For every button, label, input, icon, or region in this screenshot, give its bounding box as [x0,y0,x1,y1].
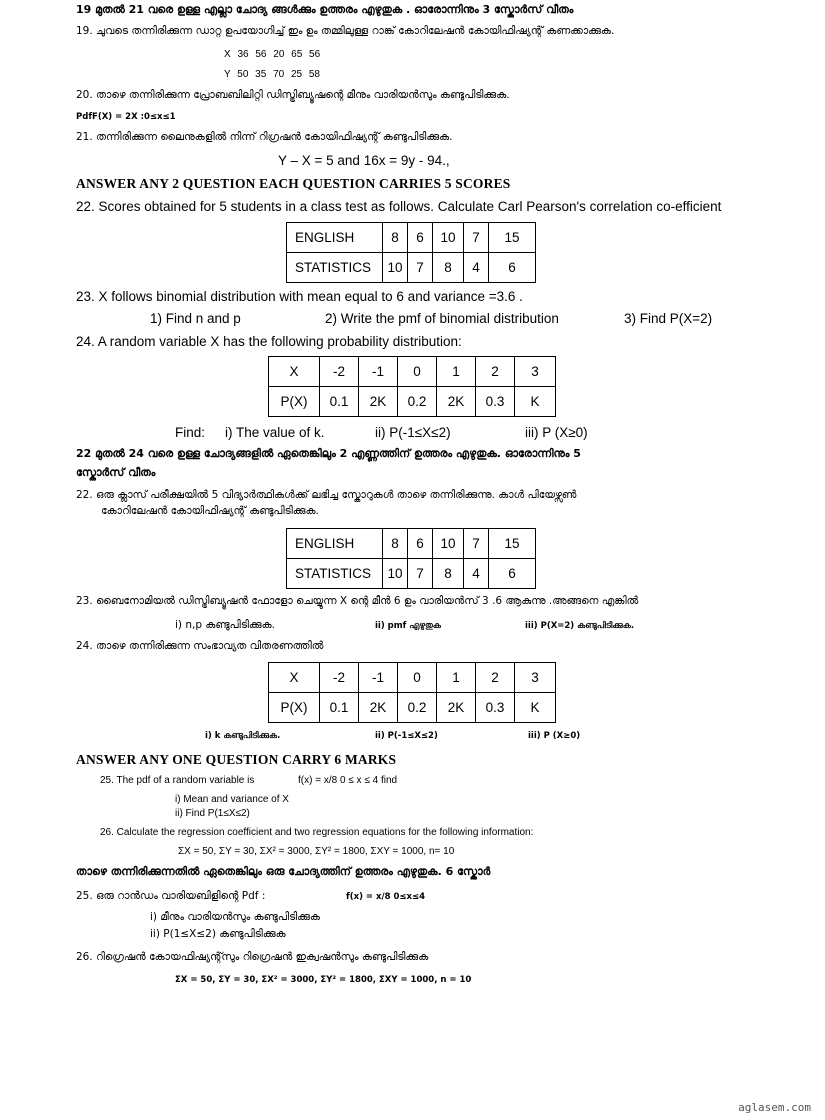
q24-find-label: Find: [175,425,206,440]
q22-scores-table [286,222,536,283]
section-header-6-scores-ml: താഴെ തന്നിരിക്കുന്നതിൽ ഏതെങ്കിലും ഒരു ചോദ്യത്തിന് ഉത്തരം എഴുതുക. 6 സ്കോർ [76,865,491,878]
q25-ml-part-i: i) മീനും വാരിയൻസും കണ്ടുപിടിക്കുക [150,911,320,923]
q23-part-2: 2) Write the pmf of binomial distribution [325,311,559,326]
table-row: STATISTICS 10 7 8 4 6 [287,253,536,283]
q23-part-3: 3) Find P(X=2) [624,311,713,326]
q23-part-1: 1) Find n and p [150,311,241,326]
section-header-5-scores-ml-line2: സ്കോർസ് വീതം [76,466,156,479]
question-25-ml: 25. ഒരു റാൻഡം വാരിയബിളിന്റെ Pdf : [76,890,266,902]
q24-ml-distribution-table [268,662,556,723]
question-20: 20. താഴെ തന്നിരിക്കുന്ന പ്രോബബിലിറ്റി ഡിസ്ട്രിബ്യൂഷന്റെ മീനും വാരിയൻസും കണ്ടുപിടിക്കുക. [76,89,510,101]
table-row: ENGLISH 8 6 10 7 15 [287,529,536,559]
q26-data: ΣX = 50, ΣY = 30, ΣX² = 3000, ΣY² = 1800, ΣXY = 1000, n= 10 [178,846,455,857]
section-header-5-scores: ANSWER ANY 2 QUESTION EACH QUESTION CARRIES 5 SCORES [76,176,511,191]
question-24-ml: 24. താഴെ തന്നിരിക്കുന്ന സംഭാവ്യത വിതരണത്തിൽ [76,640,324,652]
q26-ml-data: ΣX = 50, ΣY = 30, ΣX² = 3000, ΣY² = 1800, ΣXY = 1000, n = 10 [175,975,472,985]
q24-part-3: iii) P (X≥0) [525,425,588,440]
q24-part-1: i) The value of k. [225,425,325,440]
section-header-3-scores-ml: 19 മുതൽ 21 വരെ ഉള്ള എല്ലാ ചോദ്യ ങ്ങൾക്കും ഉത്തരം എഴുതുക . ഓരോന്നിനും 3 സ്കോർസ് വീതം [76,3,574,16]
q24-distribution-table [268,356,556,417]
q23-ml-part-2: ii) pmf എഴുതുക [375,621,441,631]
q22-ml-scores-table [286,528,536,589]
table-row: X -2 -1 0 1 2 3 [269,663,556,693]
question-19: 19. ചുവടെ തന്നിരിക്കുന്ന ഡാറ്റ ഉപയോഗിച്ച് ഇം ഉം തമ്മിലുള്ള റാങ്ക് കോറിലേഷൻ കോയിഫിഷ്യന്റ് കണക്കാക്കുക. [76,25,615,37]
question-23-ml: 23. ബൈനോമിയൽ ഡിസ്ട്രിബ്യൂഷൻ ഫോളോ ചെയ്യുന്ന X ന്റെ മീൻ 6 ഉം വാരിയൻസ് 3 .6 ആകുന്നു .അങ്ങനെ എങ്കിൽ [76,595,639,607]
question-25: 25. The pdf of a random variable is [100,775,255,786]
q24-part-2: ii) P(-1≤X≤2) [375,425,451,440]
q23-ml-part-3: iii) P(X=2) കണ്ടുപിടിക്കുക. [525,621,635,631]
q25-ml-fx: f(x) = x/8 0≤x≤4 [346,892,426,902]
q25-ml-part-ii: ii) P(1≤X≤2) കണ്ടുപിടിക്കുക [150,928,286,940]
q21-equations: Y – X = 5 and 16x = 9y - 94., [278,153,450,168]
table-row: ENGLISH 8 6 10 7 15 [287,223,536,253]
section-header-5-scores-ml: 22 മുതൽ 24 വരെ ഉള്ള ചോദ്യങ്ങളിൽ ഏതെങ്കിലും 2 എണ്ണത്തിന് ഉത്തരം എഴുതുക. ഓരോന്നിനും 5 [76,447,581,460]
table-row: P(X) 0.1 2K 0.2 2K 0.3 K [269,387,556,417]
question-24: 24. A random variable X has the following probability distribution: [76,334,462,349]
q24-ml-part-1: i) k കണ്ടുപിടിക്കുക. [205,731,281,741]
question-26-ml: 26. റിഗ്രെഷൻ കോയഫിഷ്യന്റ്സും റിഗ്രെഷൻ ഇക്വഷൻസും കണ്ടുപിടിക്കുക [76,951,429,963]
question-22-ml-line2: കോറിലേഷൻ കോയിഫിഷ്യന്റ് കണ്ടുപിടിക്കുക. [101,505,319,517]
table-row: P(X) 0.1 2K 0.2 2K 0.3 K [269,693,556,723]
q20-pdf: PdfF(X) = 2X :0≤x≤1 [76,112,176,122]
question-23: 23. X follows binomial distribution with mean equal to 6 and variance =3.6 . [76,289,523,304]
q19-y-values: Y 50 35 70 25 58 [224,69,320,80]
q23-ml-part-1: i) n,p കണ്ടുപിടിക്കുക. [175,619,276,631]
q25-fx: f(x) = x/8 0 ≤ x ≤ 4 find [298,775,398,786]
q25-part-i: i) Mean and variance of X [175,794,289,805]
q24-ml-part-3: iii) P (X≥0) [528,731,581,741]
question-22: 22. Scores obtained for 5 students in a class test as follows. Calculate Carl Pearson's correlation co-efficient [76,199,722,214]
question-22-ml: 22. ഒരു ക്ലാസ് പരീക്ഷയിൽ 5 വിദ്യാർത്ഥികൾക്ക് ലഭിച്ച സ്കോറുകൾ താഴെ തന്നിരിക്കുന്നു. കാൾ പിയേഴ്സൺ [76,489,577,501]
question-26: 26. Calculate the regression coefficient and two regression equations for the following information: [100,827,534,838]
table-row: X -2 -1 0 1 2 3 [269,357,556,387]
footer-watermark: aglasem.com [738,1101,811,1114]
q19-x-values: X 36 56 20 65 56 [224,49,321,60]
q25-part-ii: ii) Find P(1≤X≤2) [175,808,250,819]
q24-ml-part-2: ii) P(-1≤X≤2) [375,731,438,741]
table-row: STATISTICS 10 7 8 4 6 [287,559,536,589]
question-21: 21. തന്നിരിക്കുന്ന ലൈനുകളിൽ നിന്ന് റിഗ്രഷൻ കോയിഫിഷ്യന്റ് കണ്ടുപിടിക്കുക. [76,131,453,143]
section-header-6-marks: ANSWER ANY ONE QUESTION CARRY 6 MARKS [76,752,397,767]
